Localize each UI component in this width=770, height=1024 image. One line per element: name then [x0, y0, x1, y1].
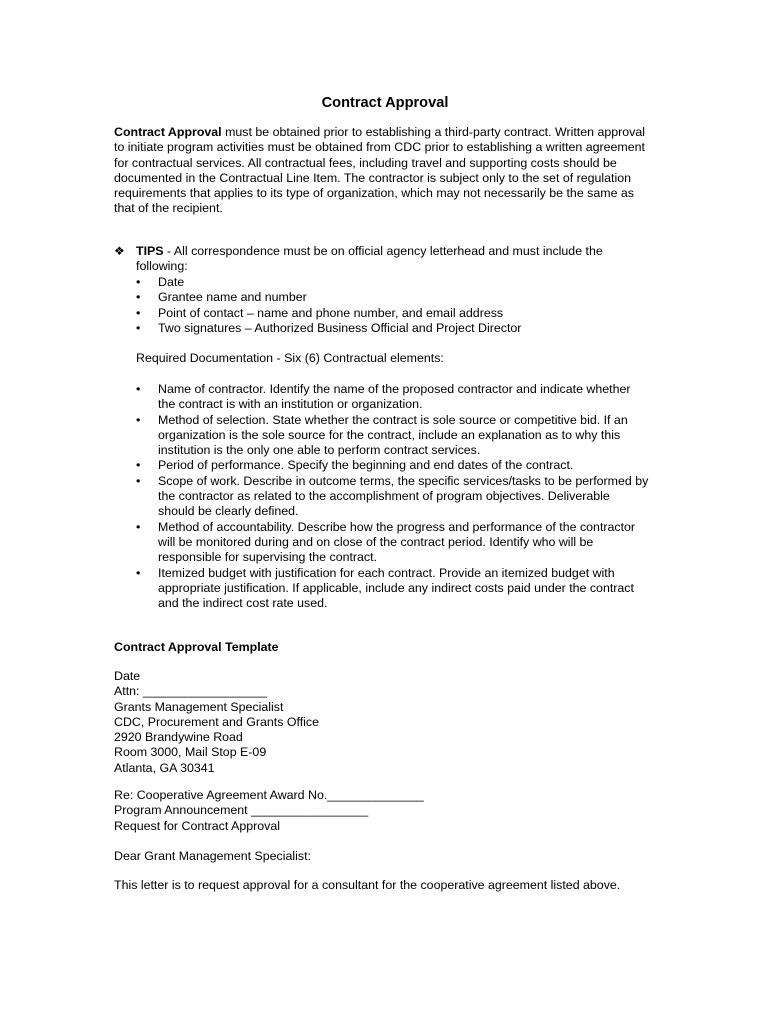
intro-line: that of the recipient.	[114, 201, 223, 216]
bullet-icon: •	[136, 565, 141, 580]
reference-line: Re: Cooperative Agreement Award No.______________	[114, 788, 424, 802]
tips-section	[114, 244, 674, 275]
list-item: • Name of contractor. Identify the name of the proposed contractor and indicate whether the contract is with an institution or organization.	[136, 382, 631, 412]
bullet-icon: •	[136, 305, 141, 320]
address-line: Room 3000, Mail Stop E-09	[114, 745, 267, 760]
intro-paragraph	[114, 125, 674, 217]
required-docs-label: Required Documentation - Six (6) Contractual elements:	[136, 351, 444, 365]
template-title: Contract Approval Template	[114, 640, 279, 654]
list-item: • Itemized budget with justification for each contract. Provide an itemized budget with appropriate justification. If applicable, include any indirect costs paid under the contract and the indirect cost rate used.	[136, 565, 634, 611]
bullet-icon: •	[136, 290, 141, 305]
salutation: Dear Grant Management Specialist:	[114, 849, 311, 863]
bullet-icon: •	[136, 382, 141, 396]
bullet-icon: •	[136, 519, 141, 534]
address-block	[114, 669, 674, 776]
list-item: • Grantee name and number	[136, 290, 307, 305]
reference-block	[114, 788, 674, 834]
intro-line: documented in the Contractual Line Item. The contractor is subject only to the set of regulation	[114, 170, 632, 185]
address-line: Date	[114, 669, 141, 683]
bullet-icon: •	[136, 458, 141, 473]
address-line: Atlanta, GA 30341	[114, 760, 215, 775]
tips-label: TIPS	[136, 244, 164, 258]
tips-text-cont: following:	[136, 259, 188, 274]
list-item: • Method of selection. State whether the contract is sole source or competitive bid. If an organization is the sole source for the contract, include an explanation as to why this institution is the only one able to perform contract services.	[136, 412, 628, 458]
bullet-icon: •	[136, 412, 141, 427]
list-item: • Date	[136, 275, 185, 289]
address-line: Grants Management Specialist	[114, 699, 284, 714]
list-item: • Two signatures – Authorized Business Official and Project Director	[136, 320, 522, 335]
reference-line: Program Announcement _________________	[114, 803, 369, 818]
intro-lead: Contract Approval	[114, 125, 222, 139]
address-line: CDC, Procurement and Grants Office	[114, 714, 319, 729]
intro-line: Contract Approval must be obtained prior to establishing a third-party contract. Written approval	[114, 125, 645, 139]
list-item: • Scope of work. Describe in outcome terms, the specific services/tasks to be performed by the contractor as related to the accomplishment of program objectives. Deliverable should be clearly defined.	[136, 473, 649, 519]
address-line: 2920 Brandywine Road	[114, 730, 243, 745]
intro-line: for contractual services. All contractual fees, including travel and supporting costs should be	[114, 155, 617, 170]
tips-text: - All correspondence must be on official agency letterhead and must include the	[163, 244, 603, 258]
intro-line: to initiate program activities must be obtained from CDC prior to establishing a written agreement	[114, 140, 645, 155]
diamond-bullet-icon: ❖	[114, 244, 125, 258]
bullet-icon: •	[136, 320, 141, 335]
page-title: Contract Approval	[321, 95, 449, 111]
intro-line: requirements that applies to its type of organization, which may not necessarily be the same as	[114, 186, 634, 201]
tips-list	[136, 275, 656, 336]
bullet-icon: •	[136, 275, 141, 289]
bullet-icon: •	[136, 473, 141, 488]
list-item: • Method of accountability. Describe how the progress and performance of the contractor will be monitored during and on close of the contract period. Identify who will be responsible for supervising the contract.	[136, 519, 636, 565]
address-line: Attn: __________________	[114, 684, 267, 699]
required-elements-list	[136, 382, 666, 611]
letter-body: This letter is to request approval for a consultant for the cooperative agreement listed above.	[114, 878, 621, 892]
reference-line: Request for Contract Approval	[114, 818, 280, 833]
list-item: • Period of performance. Specify the beginning and end dates of the contract.	[136, 458, 574, 473]
list-item: • Point of contact – name and phone number, and email address	[136, 305, 504, 320]
